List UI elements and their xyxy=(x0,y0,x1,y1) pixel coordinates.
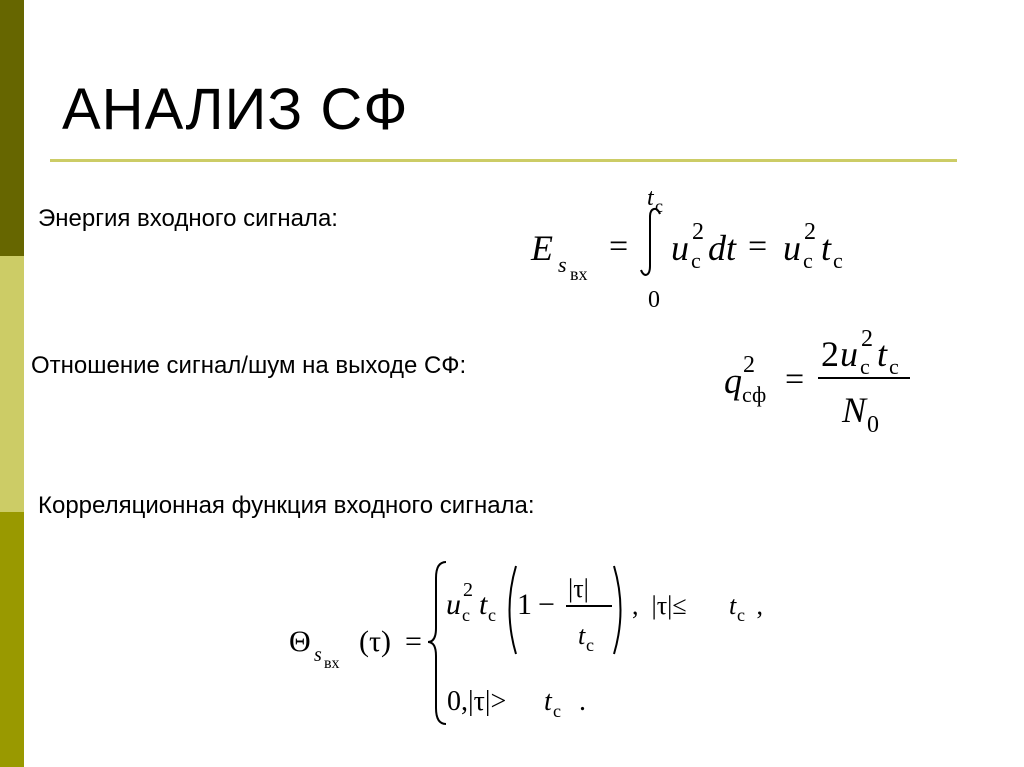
energy-equals-1: = xyxy=(609,228,629,265)
energy-label: Энергия входного сигнала: xyxy=(38,205,338,232)
energy-u-sup: 2 xyxy=(692,219,704,245)
snr-den-N: N xyxy=(842,390,867,430)
corr-vx: вх xyxy=(324,655,340,672)
corr-case1-u: u xyxy=(446,588,461,621)
snr-den-N-sub: 0 xyxy=(867,412,879,438)
corr-cond1-t: t xyxy=(729,591,737,620)
corr-cond1-end: , xyxy=(750,591,763,620)
snr-num-u: u xyxy=(840,334,858,374)
corr-case2-end: . xyxy=(565,686,586,717)
snr-num-u-sup: 2 xyxy=(861,326,873,352)
corr-one: 1 xyxy=(517,588,532,621)
snr-equals: = xyxy=(785,361,805,398)
corr-paren-right xyxy=(614,566,621,654)
corr-case2: 0,|τ|> xyxy=(447,686,514,717)
corr-case2-t: t xyxy=(544,686,552,717)
energy-t: t xyxy=(821,228,832,268)
snr-num-t: t xyxy=(877,334,888,374)
snr-num-u-sub: c xyxy=(860,354,870,379)
corr-minus: − xyxy=(538,588,555,621)
corr-case2-t-sub: c xyxy=(553,701,561,721)
snr-num-t-sub: c xyxy=(889,354,899,379)
corr-paren-left xyxy=(510,566,517,654)
snr-q: q xyxy=(724,361,742,401)
corr-equals: = xyxy=(405,625,422,658)
corr-frac-den: t xyxy=(578,621,586,650)
snr-num-coef: 2 xyxy=(821,334,839,374)
corr-case1-t-sub: c xyxy=(488,605,496,625)
corr-arg: (τ) xyxy=(359,625,392,658)
corr-brace xyxy=(428,562,446,724)
energy-vx: вх xyxy=(570,264,588,284)
corr-case1-u-sup: 2 xyxy=(463,579,473,601)
integral-lower: 0 xyxy=(648,287,660,313)
integral-upper-sub: c xyxy=(655,196,663,216)
corr-cond1: , |τ|≤ xyxy=(632,591,694,620)
energy-equals-2: = xyxy=(748,228,768,265)
correlation-label: Корреляционная функция входного сигнала: xyxy=(38,492,535,519)
energy-u2-sup: 2 xyxy=(804,219,816,245)
corr-theta: Θ xyxy=(289,625,311,658)
snr-q-sup: 2 xyxy=(743,352,755,378)
corr-frac-den-sub: c xyxy=(586,635,594,655)
energy-dt: dt xyxy=(708,228,737,268)
corr-s: s xyxy=(314,644,322,666)
energy-t-sub: c xyxy=(833,248,843,273)
corr-case1-u-sub: c xyxy=(462,605,470,625)
energy-u-sub: c xyxy=(691,248,701,273)
slide-title: АНАЛИЗ СФ xyxy=(62,77,409,142)
corr-case1-t: t xyxy=(479,588,488,621)
energy-u2-sub: c xyxy=(803,248,813,273)
energy-E: E xyxy=(531,228,553,268)
corr-cond1-t-sub: c xyxy=(737,605,745,625)
energy-u: u xyxy=(671,228,689,268)
snr-label: Отношение сигнал/шум на выходе СФ: xyxy=(31,352,467,379)
integral-upper-t: t xyxy=(647,185,654,211)
energy-u2: u xyxy=(783,228,801,268)
energy-s: s xyxy=(558,252,567,277)
corr-frac-num: |τ| xyxy=(568,574,589,603)
snr-q-sub: сф xyxy=(742,382,767,407)
